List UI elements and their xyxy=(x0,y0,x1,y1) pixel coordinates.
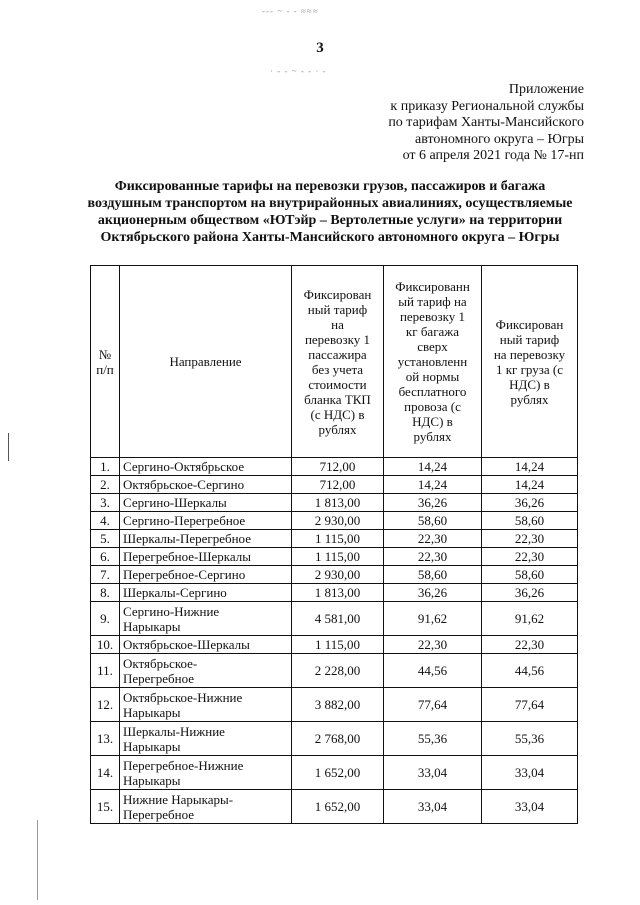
row-cargo-tariff: 14,24 xyxy=(482,476,578,494)
header-line: Фиксирован xyxy=(303,286,372,302)
document-title xyxy=(70,178,590,246)
header-route xyxy=(120,266,292,458)
route-line: Шеркалы-Нижние xyxy=(123,723,225,739)
row-cargo-tariff: 22,30 xyxy=(482,530,578,548)
row-route xyxy=(120,602,292,636)
row-route xyxy=(120,566,292,584)
header-line: № xyxy=(98,346,112,362)
row-passenger-tariff: 2 768,00 xyxy=(292,722,384,756)
row-baggage-tariff: 22,30 xyxy=(384,530,482,548)
route-line: Перегребное xyxy=(123,670,195,686)
row-passenger-tariff: 1 813,00 xyxy=(292,584,384,602)
row-baggage-tariff: 22,30 xyxy=(384,636,482,654)
row-cargo-tariff: 44,56 xyxy=(482,654,578,688)
row-passenger-tariff: 2 930,00 xyxy=(292,512,384,530)
appendix-line: по тарифам Ханты-Мансийского xyxy=(388,115,584,130)
header-line: перевозку 1 xyxy=(399,309,466,324)
row-cargo-tariff: 36,26 xyxy=(482,494,578,512)
table-row xyxy=(91,548,578,566)
row-route xyxy=(120,494,292,512)
header-line: (с НДС) в xyxy=(310,406,365,422)
title-line: акционерным обществом «ЮТэйр – Вертолетные услуги» на территории xyxy=(97,213,563,228)
header-line: ый тариф на xyxy=(398,294,467,309)
row-number: 13. xyxy=(91,722,120,756)
table-row xyxy=(91,530,578,548)
row-route xyxy=(120,530,292,548)
route-line: Перегребное xyxy=(123,806,195,822)
table-row xyxy=(91,790,578,824)
table-row xyxy=(91,722,578,756)
table-row xyxy=(91,512,578,530)
row-passenger-tariff: 2 228,00 xyxy=(292,654,384,688)
row-passenger-tariff: 1 652,00 xyxy=(292,790,384,824)
scan-edge-line xyxy=(8,433,9,461)
row-baggage-tariff: 91,62 xyxy=(384,602,482,636)
header-line: ный тариф xyxy=(499,331,560,347)
row-passenger-tariff: 4 581,00 xyxy=(292,602,384,636)
appendix-line: Приложение xyxy=(508,82,584,97)
table-row xyxy=(91,636,578,654)
route-line: Нарыкары xyxy=(123,772,181,788)
header-line: стоимости xyxy=(308,376,367,392)
table-row xyxy=(91,584,578,602)
row-cargo-tariff: 91,62 xyxy=(482,602,578,636)
route-line: Сергино-Перегребное xyxy=(123,513,246,528)
row-route xyxy=(120,722,292,756)
title-line: воздушным транспортом на внутрирайонных авиалиниях, осуществляемые xyxy=(87,196,573,211)
table-row xyxy=(91,494,578,512)
header-line: бесплатного xyxy=(398,384,467,399)
table-row xyxy=(91,688,578,722)
row-number: 14. xyxy=(91,756,120,790)
header-cargo-tariff xyxy=(482,266,578,458)
header-line: на перевозку xyxy=(493,346,566,362)
route-line: Октябрьское-Шеркалы xyxy=(123,637,250,652)
row-route xyxy=(120,512,292,530)
title-line: Октябрьского района Ханты-Мансийского автономного округа – Югры xyxy=(100,230,560,245)
scan-edge-line xyxy=(37,820,38,900)
header-line: без учета xyxy=(311,361,364,377)
header-line: НДС) в xyxy=(412,414,453,429)
route-line: Нарыкары xyxy=(123,704,181,720)
row-passenger-tariff: 1 115,00 xyxy=(292,530,384,548)
row-number: 7. xyxy=(91,566,120,584)
row-passenger-tariff: 712,00 xyxy=(292,476,384,494)
row-baggage-tariff: 36,26 xyxy=(384,494,482,512)
header-line: рублях xyxy=(413,429,452,444)
row-cargo-tariff: 58,60 xyxy=(482,566,578,584)
row-cargo-tariff: 55,36 xyxy=(482,722,578,756)
route-line: Октябрьское- xyxy=(123,655,198,671)
row-cargo-tariff: 22,30 xyxy=(482,636,578,654)
table-row xyxy=(91,476,578,494)
header-line: на xyxy=(331,316,344,332)
row-route xyxy=(120,636,292,654)
route-line: Октябрьское-Нижние xyxy=(123,689,243,705)
row-baggage-tariff: 22,30 xyxy=(384,548,482,566)
route-line: Перегребное-Шеркалы xyxy=(123,549,251,564)
route-line: Сергино-Октябрьское xyxy=(123,459,245,474)
page-number: 3 xyxy=(316,40,324,56)
tariffs-table-body xyxy=(91,458,578,824)
row-route xyxy=(120,476,292,494)
row-number: 4. xyxy=(91,512,120,530)
row-passenger-tariff: 1 652,00 xyxy=(292,756,384,790)
header-line: сверх xyxy=(417,339,448,354)
header-line: НДС) в xyxy=(509,376,550,392)
row-cargo-tariff: 77,64 xyxy=(482,688,578,722)
header-line: Фиксирован xyxy=(495,316,564,332)
row-number: 12. xyxy=(91,688,120,722)
row-baggage-tariff: 33,04 xyxy=(384,790,482,824)
route-line: Перегребное-Сергино xyxy=(123,567,246,582)
row-number: 9. xyxy=(91,602,120,636)
header-line: Фиксированн xyxy=(395,279,470,294)
row-cargo-tariff: 22,30 xyxy=(482,548,578,566)
table-row xyxy=(91,756,578,790)
scan-artifact-mid: · ‐ ‐ ~ ‐ ‐ · ‐ xyxy=(270,66,327,76)
appendix-line: от 6 апреля 2021 года № 17-нп xyxy=(402,148,584,163)
header-line: провоза (с xyxy=(404,399,461,414)
row-number: 2. xyxy=(91,476,120,494)
header-line: 1 кг груза (с xyxy=(495,361,564,377)
row-baggage-tariff: 44,56 xyxy=(384,654,482,688)
row-baggage-tariff: 14,24 xyxy=(384,458,482,476)
table-row xyxy=(91,566,578,584)
header-line: рублях xyxy=(318,421,357,437)
header-line: ный тариф xyxy=(307,301,368,317)
row-passenger-tariff: 1 813,00 xyxy=(292,494,384,512)
route-line: Шеркалы-Сергино xyxy=(123,585,227,600)
title-line: Фиксированные тарифы на перевозки грузов, пассажиров и багажа xyxy=(114,179,546,194)
row-number: 11. xyxy=(91,654,120,688)
header-line: ой нормы xyxy=(405,369,460,384)
row-number: 10. xyxy=(91,636,120,654)
route-line: Сергино-Шеркалы xyxy=(123,495,227,510)
row-baggage-tariff: 77,64 xyxy=(384,688,482,722)
table-row xyxy=(91,458,578,476)
row-route xyxy=(120,654,292,688)
row-number: 15. xyxy=(91,790,120,824)
header-line: пассажира xyxy=(308,346,367,362)
row-cargo-tariff: 58,60 xyxy=(482,512,578,530)
row-route xyxy=(120,458,292,476)
header-line: бланка ТКП xyxy=(304,391,371,407)
row-baggage-tariff: 36,26 xyxy=(384,584,482,602)
scan-artifact-top: ‐‐‐ ~ ‐ ‐ ≈≈≈ xyxy=(262,6,319,16)
row-cargo-tariff: 14,24 xyxy=(482,458,578,476)
row-route xyxy=(120,688,292,722)
row-number: 5. xyxy=(91,530,120,548)
row-baggage-tariff: 58,60 xyxy=(384,566,482,584)
row-passenger-tariff: 1 115,00 xyxy=(292,548,384,566)
route-line: Нарыкары xyxy=(123,618,181,634)
row-route xyxy=(120,548,292,566)
row-number: 1. xyxy=(91,458,120,476)
table-row xyxy=(91,602,578,636)
row-number: 6. xyxy=(91,548,120,566)
row-passenger-tariff: 712,00 xyxy=(292,458,384,476)
row-route xyxy=(120,790,292,824)
table-row xyxy=(91,654,578,688)
row-cargo-tariff: 36,26 xyxy=(482,584,578,602)
route-line: Октябрьское-Сергино xyxy=(123,477,245,492)
header-line: перевозку 1 xyxy=(304,331,371,347)
row-baggage-tariff: 33,04 xyxy=(384,756,482,790)
appendix-line: автономного округа – Югры xyxy=(415,131,584,147)
route-line: Нарыкары xyxy=(123,738,181,754)
row-route xyxy=(120,756,292,790)
header-line: установленн xyxy=(397,354,468,369)
header-line: кг багажа xyxy=(405,324,460,339)
row-number: 3. xyxy=(91,494,120,512)
row-passenger-tariff: 3 882,00 xyxy=(292,688,384,722)
appendix-header xyxy=(388,82,584,165)
header-baggage-tariff xyxy=(384,266,482,458)
header-line: рублях xyxy=(510,391,549,407)
row-cargo-tariff: 33,04 xyxy=(482,756,578,790)
route-line: Перегребное-Нижние xyxy=(123,757,244,773)
appendix-line: к приказу Региональной службы xyxy=(390,98,584,114)
header-number xyxy=(91,266,120,458)
header-passenger-tariff xyxy=(292,266,384,458)
row-route xyxy=(120,584,292,602)
row-baggage-tariff: 55,36 xyxy=(384,722,482,756)
row-baggage-tariff: 58,60 xyxy=(384,512,482,530)
tariffs-table xyxy=(90,265,578,824)
route-line: Сергино-Нижние xyxy=(123,603,220,619)
row-cargo-tariff: 33,04 xyxy=(482,790,578,824)
row-passenger-tariff: 2 930,00 xyxy=(292,566,384,584)
row-number: 8. xyxy=(91,584,120,602)
table-header-row xyxy=(91,266,578,458)
route-line: Нижние Нарыкары- xyxy=(123,791,234,807)
route-line: Шеркалы-Перегребное xyxy=(123,531,251,546)
row-passenger-tariff: 1 115,00 xyxy=(292,636,384,654)
header-line: Направление xyxy=(169,354,242,369)
row-baggage-tariff: 14,24 xyxy=(384,476,482,494)
header-line: п/п xyxy=(96,361,114,377)
